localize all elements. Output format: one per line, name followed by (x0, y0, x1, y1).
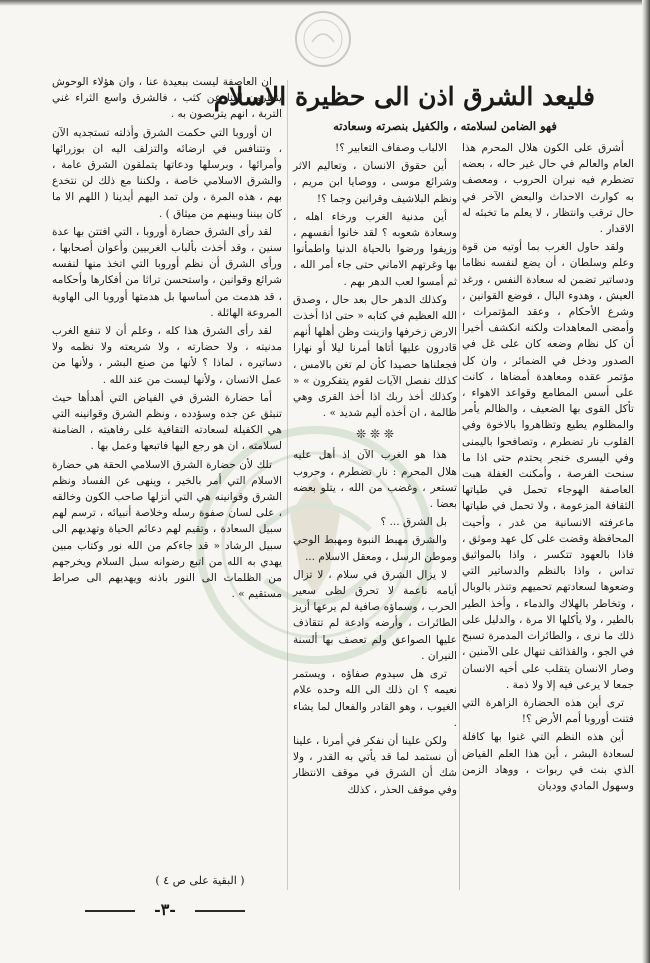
paragraph: وكذلك الدهر حال بعد حال ، وصدق الله العظيم في كتابه « حتى اذا أخذت الارض زخرفها وازينت وظن أهلها أنهم قادرون عليها أتاها أمرنا ليلا أو نهارا فجعلناها حصيدا كأن لم تغن بالامس ، كذلك نفصل الآيات لقوم يتفكرون » « وكذلك أخذ ربك اذا أخذ القرى وهي ظالمة ، ان أخذه أليم شديد » . (293, 293, 457, 420)
paragraph: الالباب وصفاف التعابير ؟! (335, 142, 447, 154)
paragraph: والشرق مهبط النبوة ومهبط الوحي وموطن الرسل ، ومعقل الاسلام ... (293, 534, 457, 563)
paragraph: ترى أين هذه الحضارة الزاهرة التي فتنت أوروبا أمم الأرض ؟! (462, 696, 634, 726)
text-column-left (52, 74, 282, 874)
paragraph: لا يزال الشرق في سلام ، لا تزال أيامه ناعمة لا تحرق لظى سعير الحرب ، وسماؤه صافية لم يرعها أزيز الطائرات ، وأرضه وادعة لم تتقاذف عليها الصواعق ولم تعصف بها ألسنة النيران . (293, 568, 457, 662)
page-number-rule (195, 910, 245, 912)
paragraph: ولقد حاول الغرب بما أوتيه من قوة وعلم وسلطان ، أن يضع لنفسه نظاما ودساتير تضمن له سعادة النفس ، ورغد العيش ، وهدوء البال ، فوضع القوانين ، وشرع الأحكام ، وعقد المؤتمرات ، وأمضى المعاهدات ولكنه انكشف أخيرا أن كل نظام وضعه كان على غل في الصدور ودخل في الضمائر ، وان كل مؤتمر عقده ومعاهدة أمضاها ، كانت على أسس المطامع وقواعد الاهواء ، تأكل القوى بها الضعيف ، والظالم يأمر والمظلوم يطيع وتظاهروا بالاخوة وفي القلوب نار تضطرم ، وتصافحوا باليمنى وفي اليسرى خنجر يحتدم حتى اذا ما سنحت الفرصة ، وأمكنت الغفلة هبت العاصفة الهوجاء تحمل في طياتها الثقافة المزعومة ، ولا تحمل في طياتها ماعرفته الانسانية من غدر ، وأحيت المحافظة وقضت على كل عهد وموثق ، فاذا بالعهود تتكسر ، واذا بالمواثيق تداس ، واذا بالنظم والدساتير التي وضعوها لسعادتهم تحميهم وتنذر بالوبال ، وتخاطر بالهلاك والدماء ، وأخذ الطير بالطير ، ولا يأكلها الا مرة ، والدليل على ذلك ما نرى ، والطائرات المدمرة تسبح في الجو ، والقذائف تنهال على الآمنين ، وصار الانسان يتقلب على أخيه الانسان جمعا لا يرعى فيه إلا ولا ذمة . (462, 241, 634, 691)
page-number-rule (85, 910, 135, 912)
paragraph: تلك لأن حضارة الشرق الاسلامي الحقة هي حضارة الاسلام التي أمر بالخير ، وينهى عن الفساد ونظم الشرق وقوانينه هي التي أنزلها صاحب الكون وخالقه ، على لسان صفوة رسله وخلاصة أنبيائه ، ترسم لهم سبيل السعادة ، وتقيم لهم دعائم الحياة وتهديهم الى سبيل الرشاد « قد جاءكم من الله نور وكتاب مبين يهدي به الله من اتبع رضوانه سبل السلام ويخرجهم من الظلمات الى النور باذنه ويهديهم الى صراط مستقيم » . (52, 458, 282, 601)
scan-shadow-top (0, 0, 650, 6)
paragraph: ولكن علينا أن نفكر في أمرنا ، علينا أن نستمد لما قد يأتي به القدر ، ولا شك أن الشرق في موقف الانتظار وفي موقف الحذر ، كذلك (293, 734, 457, 796)
paragraph: بل الشرق ... ؟ (380, 516, 447, 529)
text-column-right (462, 140, 634, 920)
paragraph: ان العاصفة ليست ببعيدة عنا ، وان هؤلاء الوحوش ينظرون الينا عن كثب ، فالشرق واسع الثراء غني التربة ، انهم يتربصون به . (52, 76, 282, 121)
paragraph: أين هذه النظم التي غنوا بها كافلة لسعادة البشر ، أين هذا العلم الفياض الذي بنت في ربوات ، ووهاد الزمن وسهول المادي ووديان (462, 731, 634, 792)
stamp-icon (292, 8, 354, 70)
scan-shadow-right (642, 0, 650, 963)
paragraph: ان أوروبا التي حكمت الشرق وأذلته تستجديه الآن ، وتتنافس في ارضائه والتزلف اليه ان بوزرائها وأمرائها ، وبرسلها ودعاتها يتملقون الشرق عامة ، والشرق الاسلامي خاصة ، ولكننا مع ذلك لن نتخدع بهم ، هذه المرة ، ولن تمد اليهم أيدينا ( اللهم الا ما كان بيننا وبينهم من ميثاق ) . (52, 126, 282, 220)
column-divider (459, 160, 460, 890)
page-number: -٣- (154, 900, 176, 919)
paragraph: هذا هو الغرب الآن اذ أهل عليه هلال المحرم : نار تضطرم ، وحروب تستعر ، وغضب من الله ، يتلو بعضه بعضا . (293, 449, 457, 511)
paragraph: لقد رأى الشرق حضارة أوروبا ، التي افتتن بها عدة سنين ، وقد أخذت بألباب الغربيين وأعوان أصحابها ، ورأى الشرق أن نظم أوروبا التي اتخذ منها لنفسه شرائع وقوانين ، واستحسن تراثا من أفكارها وأحكامه ، قد هدمت من أساسها بل هدمتها أوروبا الى الهاوية المروعة الهائلة . (52, 225, 282, 319)
paragraph: أشرق على الكون هلال المحرم هذا العام والعالم في حال غير حاله ، بعضه تضطرم فيه نيران الحروب ، ومعصف به كوارث الاحداث والبعض الآخر في حال ترقب وانتظار ، لا يعلم ما تخبئه له الاقدار . (462, 142, 634, 236)
column-divider (287, 80, 288, 890)
article-title: فليعد الشرق اذن الى حظيرة الاسلام (213, 82, 595, 111)
paragraph: ترى هل سيدوم صفاؤه ، ويستمر نعيمه ؟ ان ذلك الى الله وحده علام الغيوب ، وهو القادر والفعال لما يشاء . (293, 668, 457, 729)
paragraph: أين مدنية الغرب ورخاء اهله ، وسعادة شعوبه ؟ لقد خانوا أنفسهم ، وزيفوا ورضوا بالحياة الدنيا واطمأنوا بها وغرتهم الاماني حتى جاء أمر الله ، ثم أمسوا لعب الدهر بهم . (293, 210, 457, 288)
paragraph: أما حضارة الشرق في الفياض التي أهدأها حيث تنبثق عن جده وسؤدده ، ونظم الشرق وقوانينه التي هي الكفيلة لسعادته التقافية على رفاهيته ، الضامنة لسلامته ، ان هو رجع اليها فاتبعها وعمل بها . (52, 391, 282, 453)
article-subtitle: فهو الضامن لسلامته ، والكفيل بنصرته وسعادته (333, 119, 557, 133)
paragraph: أين حقوق الانسان ، وتعاليم الاثر وشرائع موسى ، ووصايا ابن مريم ، ونظم البلاشيف وقرانين وجما ؟! (293, 160, 457, 205)
continued-note: ( البقية على ص ٤ ) (155, 874, 245, 887)
text-column-middle (293, 140, 457, 920)
paragraph: لقد رأى الشرق هذا كله ، وعلم أن لا تنفع الغرب مدنيته ، ولا حضارته ، ولا شريعته ولا نظمه ولا دساتيره ، لماذا ؟ لأنها من صنع البشر ، ولأنها من عمل الانسان ، ولأنها ليست من عند الله . (52, 325, 282, 386)
section-ornament: ❊ ❊ ❊ (356, 427, 394, 442)
